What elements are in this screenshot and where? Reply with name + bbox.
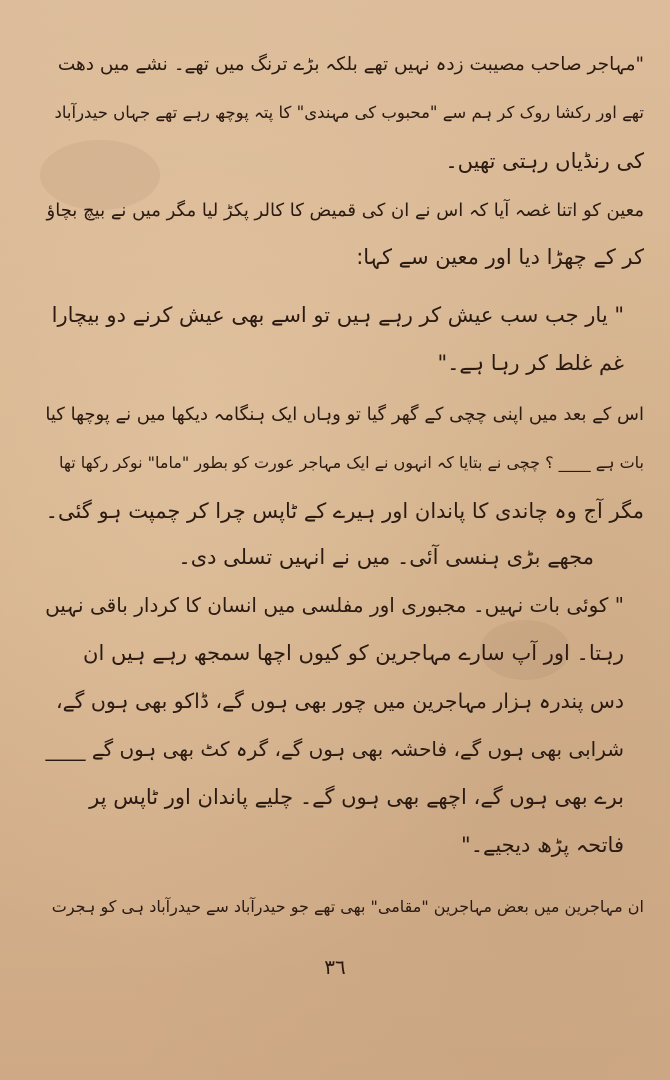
text-line: کی رنڈیاں رہتی تھیں۔ — [445, 149, 644, 173]
text-line: ان مہاجرین میں بعض مہاجرین "مقامی" بھی تھے جو حیدرآباد سے حیدرآباد ہی کو ہجرت — [51, 897, 644, 916]
text-line: رہتا۔ اور آپ سارے مہاجرین کو کیوں اچھا سمجھ رہے ہیں ان — [83, 641, 624, 665]
text-line: اس کے بعد میں اپنی چچی کے گھر گیا تو وہاں ایک ہنگامہ دیکھا میں نے پوچھا کیا — [45, 404, 644, 425]
text-line: بات ہے ____ ؟ چچی نے بتایا کہ انہوں نے ایک مہاجر عورت کو بطور "ماما" نوکر رکھا تھا — [58, 453, 644, 472]
text-line: کر کے چھڑا دیا اور معین سے کہا: — [356, 245, 644, 269]
text-line: مگر آج وہ چاندی کا پاندان اور ہیرے کے ٹاپس چرا کر چمپت ہو گئی۔ — [45, 499, 644, 523]
text-line: غم غلط کر رہا ہے۔" — [437, 351, 624, 375]
text-line: دس پندرہ ہزار مہاجرین میں چور بھی ہوں گے، ڈاکو بھی ہوں گے، — [55, 689, 624, 713]
text-line: "مہاجر صاحب مصیبت زدہ نہیں تھے بلکہ بڑے ترنگ میں تھے۔ نشے میں دھت — [57, 54, 644, 75]
text-line: فاتحہ پڑھ دیجیے۔" — [461, 833, 624, 857]
page-number: ٣٦ — [324, 955, 346, 979]
text-line: " کوئی بات نہیں۔ مجبوری اور مفلسی میں انسان کا کردار باقی نہیں — [45, 593, 624, 617]
text-line: شرابی بھی ہوں گے، فاحشہ بھی ہوں گے، گرہ کٹ بھی ہوں گے ____ — [45, 737, 624, 761]
text-line: معین کو اتنا غصہ آیا کہ اس نے ان کی قمیض کا کالر پکڑ لیا مگر میں نے بیچ بچاؤ — [46, 200, 644, 221]
text-line: تھے اور رکشا روک کر ہم سے "محبوب کی مہندی" کا پتہ پوچھ رہے تھے جہاں حیدرآباد — [54, 103, 644, 122]
text-line: " یار جب سب عیش کر رہے ہیں تو اسے بھی عیش کرنے دو بیچارا — [51, 303, 624, 327]
text-line: برے بھی ہوں گے، اچھے بھی ہوں گے۔ چلیے پاندان اور ٹاپس پر — [89, 785, 624, 809]
text-line: مجھے بڑی ہنسی آئی۔ میں نے انہیں تسلی دی۔ — [178, 545, 594, 569]
